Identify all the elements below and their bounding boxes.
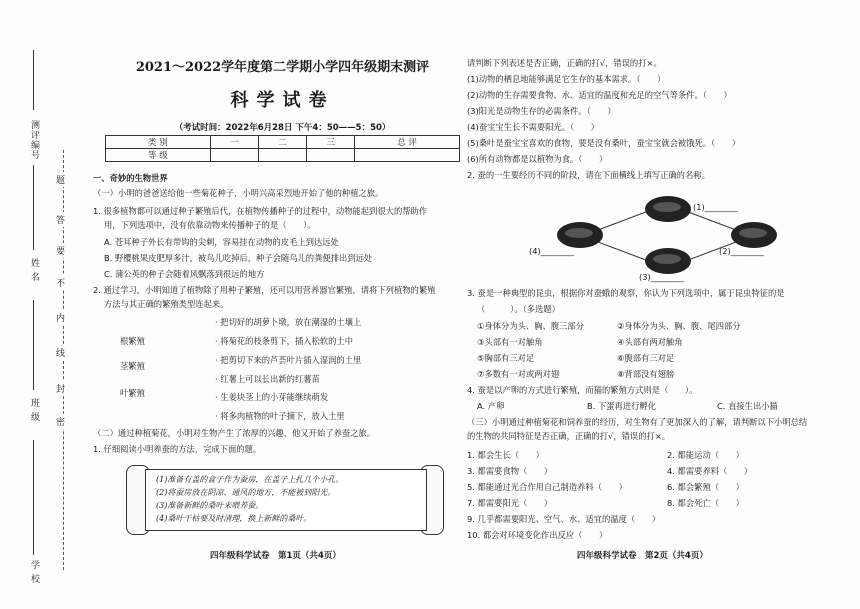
- judge-item: 1. 都会生长（ ）: [467, 450, 544, 460]
- stage-blank[interactable]: (4)________: [529, 246, 574, 256]
- judge-item: 4. 都需要养料（ ）: [667, 466, 753, 476]
- paragraph: 的生物的共同特征是否正确，正确的打√，错误的打×。: [467, 431, 671, 441]
- exam-id-label: 测评编号: [29, 120, 39, 160]
- stage-blank[interactable]: (3)________: [639, 272, 684, 282]
- stage-blank[interactable]: (1)________: [693, 202, 738, 212]
- scroll-item: (4)桑叶干枯要及时清理，换上新鲜的桑叶。: [156, 514, 312, 523]
- match-type: 叶繁殖: [120, 388, 145, 398]
- match-method: · 生姜块茎上的小芽能继续萌发: [215, 392, 329, 402]
- judge-item: 10. 都会对环境变化作出反应（ ）: [467, 530, 608, 540]
- page-footer: 四年级科学试卷 第2页（共4页）: [577, 551, 708, 561]
- match-type: 根繁殖: [120, 336, 145, 346]
- judge-item: 2. 都能运动（ ）: [667, 450, 744, 460]
- option-text: B. 下蛋再进行孵化: [587, 401, 657, 411]
- silkworm-egg-image: [557, 222, 603, 248]
- binding-margin: [0, 0, 100, 609]
- score-input-cell[interactable]: [210, 149, 258, 162]
- option-text: ④头部有两对触角: [617, 337, 683, 347]
- score-cell: 总 评: [355, 136, 460, 149]
- paragraph: （三）小明通过种植菊花和饲养蚕的经历，对生物有了更加深入的了解，请判断以下小明总结: [467, 417, 808, 427]
- paragraph: （二）通过种植菊花，小明对生物产生了浓厚的兴趣，他又开始了养蚕之旅。: [93, 428, 376, 438]
- option-text: ⑧背部没有翅膀: [617, 369, 675, 379]
- stage-blank[interactable]: (2)________: [719, 246, 764, 256]
- option-text: ⑥腹部有三对足: [617, 353, 675, 363]
- subject-title: 科学试卷: [230, 90, 335, 111]
- exam-id-line: [33, 50, 34, 110]
- exam-title: 2021～2022学年度第二学期小学四年级期末测评: [135, 60, 430, 75]
- judge-item: (6)所有动物都是以植物为食。（ ）: [467, 154, 608, 164]
- judge-item: (2)动物的生存需要食物、水、适宜的温度和充足的空气等条件。（ ）: [467, 90, 732, 100]
- name-label: 姓 名: [29, 258, 39, 282]
- judge-item: (5)桑叶是蚕宝宝喜欢的食物，要是没有桑叶，蚕宝宝就会被饿死。（ ）: [467, 138, 741, 148]
- seal-char: 要: [56, 243, 65, 258]
- class-line: [33, 300, 34, 390]
- option-text: ①身体分为头、胸、腹三部分: [477, 321, 585, 331]
- right-page: [467, 0, 852, 609]
- silkworm-larva-image: [645, 196, 691, 222]
- option-text: A. 产卵: [477, 401, 505, 411]
- judge-item: 8. 都会死亡（ ）: [667, 498, 744, 508]
- question-text: 方法与其正确的繁殖类型连起来。: [104, 299, 229, 309]
- silkworm-method-scroll: [120, 463, 450, 535]
- option-text: ③头部有一对触角: [477, 337, 543, 347]
- question-text: 3. 蚕是一种典型的昆虫，根据你对蚕蛾的观察，你认为下列选项中，属于昆虫特征的是: [467, 288, 785, 298]
- school-line: [33, 440, 34, 555]
- option-text: B. 野樱桃果皮肥厚多汁，被鸟儿吃掉后，种子会随鸟儿的粪便排出到远处: [104, 253, 373, 263]
- paragraph: （一）小明的爸爸送给他一些菊花种子，小明兴高采烈地开始了他的种植之旅。: [93, 188, 384, 198]
- option-text: C. 蒲公英的种子会随着风飘落到很远的地方: [104, 269, 265, 279]
- name-line: [33, 165, 34, 250]
- match-method: · 将多肉植物的叶子摘下，放入土里: [215, 411, 345, 421]
- score-cell: 三: [307, 136, 355, 149]
- option-text: ②身体分为头、胸、腹、尾四部分: [617, 321, 741, 331]
- scroll-item: (1)准备有盖的盒子作为蚕房，在盖子上扎几个小孔。: [156, 475, 344, 484]
- match-method: · 将菊花的枝条剪下，插入松软的土中: [215, 336, 354, 346]
- score-grade-row: [106, 149, 460, 162]
- match-method: · 把切好的胡萝卜墩，放在潮湿的土壤上: [215, 317, 362, 327]
- score-input-cell[interactable]: [307, 149, 355, 162]
- score-cell: 等 级: [106, 149, 211, 162]
- seal-char: 内: [56, 310, 65, 325]
- score-input-cell[interactable]: [258, 149, 306, 162]
- seal-char: 不: [56, 275, 65, 290]
- question-text: （ ）。（多选题）: [477, 304, 560, 314]
- option-text: ⑤胸部有三对足: [477, 353, 535, 363]
- seal-char: 答: [56, 212, 65, 227]
- judge-item: 9. 几乎都需要阳光、空气、水、适宜的温度（ ）: [467, 514, 661, 524]
- judge-item: (3)阳光是动物生存的必需条件。（ ）: [467, 106, 616, 116]
- scroll-item: (3)准备新鲜的桑叶来喂养蚕。: [156, 501, 264, 510]
- scroll-body: [145, 469, 427, 531]
- score-input-cell[interactable]: [355, 149, 460, 162]
- judge-item: 5. 都能通过光合作用自己制造养料（ ）: [467, 482, 627, 492]
- silkworm-lifecycle-figure: [529, 196, 797, 282]
- option-text: C. 直接生出小猫: [717, 401, 778, 411]
- judge-item: 7. 都需要阳光（ ）: [467, 498, 553, 508]
- question-text: 用，下列选项中，没有依靠动物来传播种子的是（ ）。: [104, 220, 316, 230]
- silkworm-moth-image: [731, 222, 777, 248]
- score-header-row: [106, 136, 460, 149]
- judge-item: (1)动物的栖息地能够满足它生存的基本需求。（ ）: [467, 74, 666, 84]
- question-text: 4. 蚕是以产卵的方式进行繁殖，而猫的繁殖方式则是（ ）。: [467, 385, 698, 395]
- option-text: A. 苍耳种子外长有带钩的尖刺，容易挂在动物的皮毛上到达远处: [104, 237, 339, 247]
- school-label: 学 校: [29, 560, 39, 584]
- seal-char: 封: [56, 381, 65, 396]
- class-label: 班 级: [29, 398, 39, 422]
- question-text: 1. 仔细阅读小明养蚕的方法，完成下面的题。: [93, 444, 262, 454]
- match-type: 茎繁殖: [120, 361, 145, 371]
- judge-item: 3. 都需要食物（ ）: [467, 466, 553, 476]
- scroll-item: (2)将蚕房放在阴凉、通风的地方，不能被到阳光。: [156, 488, 336, 497]
- match-method: · 红薯上可以长出新的红薯苗: [215, 374, 320, 384]
- question-text: 2. 蚕的一生要经历不同的阶段，请在下面横线上填写正确的名称。: [467, 170, 710, 180]
- score-cell: 类 别: [106, 136, 211, 149]
- question-text: 2. 通过学习，小明知道了植物除了用种子繁殖，还可以用营养器官繁殖，请将下列植物的繁殖: [93, 285, 436, 295]
- section-heading: 一、奇妙的生物世界: [93, 173, 168, 183]
- seal-char: 密: [56, 414, 65, 429]
- judge-item: (4)蚕宝宝生长不需要阳光。（ ）: [467, 122, 600, 132]
- score-cell: 二: [258, 136, 306, 149]
- left-page: [90, 0, 475, 609]
- option-text: ⑦多数有一对或两对翅: [477, 369, 560, 379]
- seal-char: 线: [56, 345, 65, 360]
- seal-char: 题: [56, 172, 65, 187]
- question-text: 1. 很多植物都可以通过种子繁殖后代，在植物传播种子的过程中，动物能起到很大的帮助作: [93, 206, 428, 216]
- exam-time: （考试时间：2022年6月28日 下午4：50——5：50）: [174, 123, 391, 133]
- instruction-text: 请判断下列表述是否正确，正确的打√，错误的打×。: [467, 58, 662, 68]
- score-table: [105, 135, 460, 162]
- page-footer: 四年级科学试卷 第1页（共4页）: [210, 551, 341, 561]
- score-cell: 一: [210, 136, 258, 149]
- silkworm-pupa-image: [645, 248, 691, 274]
- match-method: · 把剪切下来的芦荟叶片插入湿润的土里: [215, 355, 362, 365]
- judge-item: 6. 都会繁殖（ ）: [667, 482, 744, 492]
